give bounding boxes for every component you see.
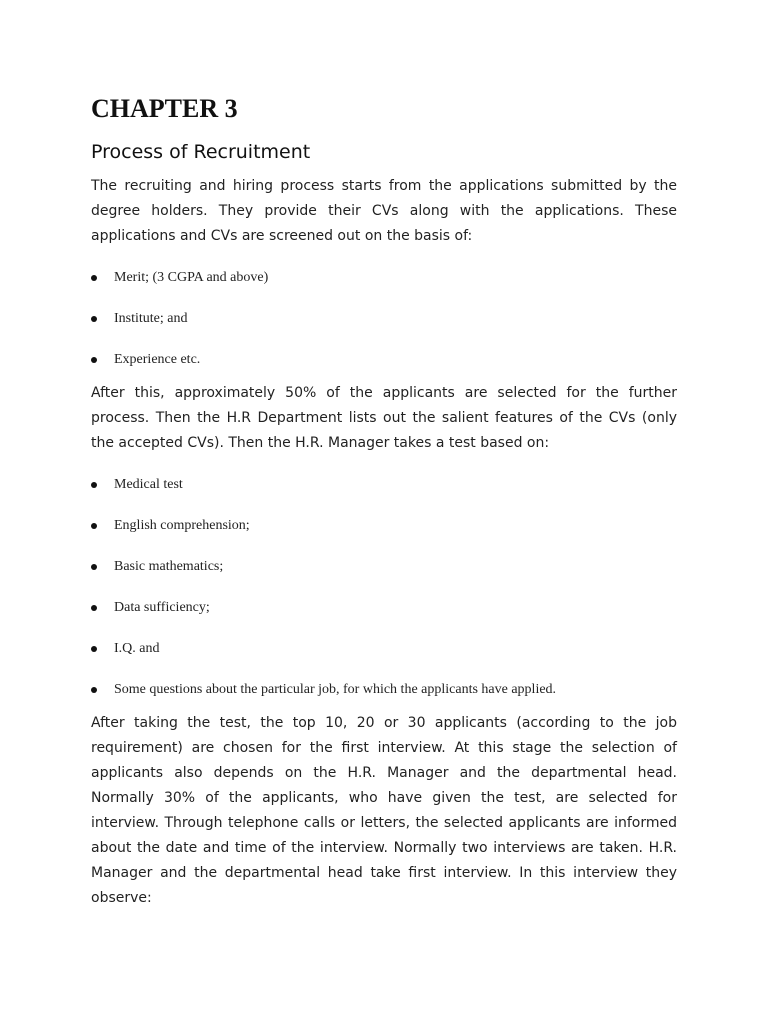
- list-item-text: I.Q. and: [114, 641, 160, 656]
- bullet-icon: [91, 523, 97, 529]
- list-item-text: Medical test: [114, 477, 183, 492]
- list-item: [91, 308, 677, 330]
- list-item: [91, 349, 677, 371]
- bullet-icon: [91, 687, 97, 693]
- bullet-icon: [91, 316, 97, 322]
- screening-criteria-list: [91, 267, 677, 371]
- bullet-icon: [91, 275, 97, 281]
- list-item-text: Basic mathematics;: [114, 559, 224, 574]
- list-item: [91, 267, 677, 289]
- list-item-text: Merit; (3 CGPA and above): [114, 270, 269, 285]
- list-item-text: Some questions about the particular job, for which the applicants have applied.: [114, 682, 557, 697]
- list-item-text: Institute; and: [114, 311, 188, 326]
- chapter-heading: CHAPTER 3: [91, 94, 238, 123]
- section-title: Process of Recruitment: [91, 141, 311, 163]
- bullet-icon: [91, 564, 97, 570]
- list-item: [91, 597, 677, 619]
- list-item: [91, 515, 677, 537]
- test-topics-list: [91, 474, 677, 701]
- list-item: [91, 679, 677, 701]
- bullet-icon: [91, 605, 97, 611]
- bullet-icon: [91, 482, 97, 488]
- list-item: [91, 556, 677, 578]
- paragraph-selection: After this, approximately 50% of the applicants are selected for the further process. Then the H.R Department lists out the salient features of the CVs (only the accepted CVs). Then the H.R. Manager takes a test based on:: [91, 385, 677, 451]
- paragraph-interview: After taking the test, the top 10, 20 or 30 applicants (according to the job requirement) are chosen for the first interview. At this stage the selection of applicants also depends on the H.R. Manager and the departmental head. Normally 30% of the applicants, who have given the test, are selected for interview. Through telephone calls or letters, the selected applicants are informed about the date and time of the interview. Normally two interviews are taken. H.R. Manager and the departmental head take first interview. In this interview they observe:: [91, 715, 677, 906]
- list-item-text: English comprehension;: [114, 518, 250, 533]
- list-item-text: Data sufficiency;: [114, 600, 210, 615]
- list-item-text: Experience etc.: [114, 352, 201, 367]
- paragraph-intro: The recruiting and hiring process starts from the applications submitted by the degree holders. They provide their CVs along with the applications. These applications and CVs are screened out on the basis of:: [91, 178, 677, 244]
- page-content: [91, 92, 677, 911]
- list-item: [91, 474, 677, 496]
- list-item: [91, 638, 677, 660]
- bullet-icon: [91, 357, 97, 363]
- bullet-icon: [91, 646, 97, 652]
